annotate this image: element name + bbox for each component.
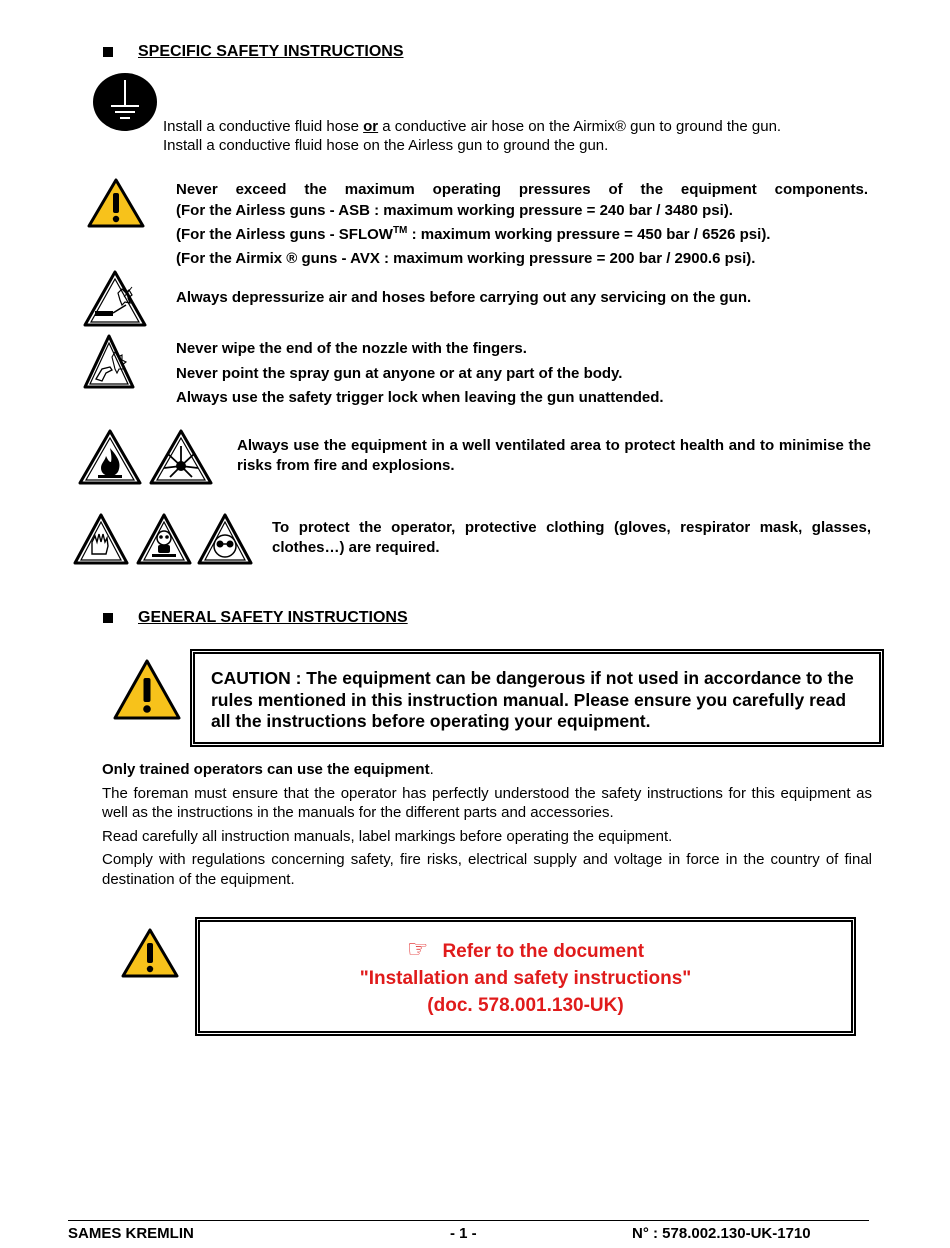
- section-heading-general: GENERAL SAFETY INSTRUCTIONS: [103, 609, 408, 627]
- nozzle-instructions: Never wipe the end of the nozzle with the fingers. Never point the spray gun at anyone or at any part of the body. Always use the safety trigger lock when leaving the gun unattended.: [176, 340, 664, 406]
- protection-instruction: To protect the operator, protective clothing (gloves, respirator mask, glasses, clothes…) are required.: [272, 519, 871, 556]
- footer-document-number: N° : 578.002.130-UK-1710: [632, 1225, 811, 1242]
- warning-icon: [120, 927, 180, 979]
- ground-instructions: Install a conductive fluid hose or a conductive air hose on the Airmix® gun to ground the gun. Install a conductive fluid hose on the Airless gun to ground the gun.: [163, 118, 782, 154]
- pressure-instructions: Never exceed the maximum operating pressures of the equipment components. (For the Airless guns - ASB : maximum working pressure = 240 bar / 3480 psi). (For the Airless guns - SFLOW™ : maximum working pressure = 450 bar / 6526 psi). (For the Airmix ® guns - AVX : maximum working pressure = 200 bar / 2900.6 psi).: [176, 181, 868, 267]
- footer-rule: [68, 1220, 869, 1221]
- warning-icon: [112, 658, 182, 722]
- refer-line-3: (doc. 578.001.130-UK): [427, 995, 624, 1016]
- explosion-hazard-icon: [148, 428, 214, 486]
- general-instructions: Only trained operators can use the equipment. The foreman must ensure that the operator has perfectly understood the safety instructions for this equipment as well as the instructions in the manuals for the different parts and accessories. Read carefully all instruction manuals, label markings before operating the equipment. Comply with regulations concerning safety, fire risks, electrical supply and voltage in force in the country of final destination of the equipment.: [102, 761, 872, 888]
- footer-page-number: - 1 -: [450, 1225, 477, 1242]
- refer-line-1: Refer to the document: [442, 941, 645, 962]
- warning-icon: [86, 177, 146, 229]
- injection-hazard-icon: [82, 333, 136, 391]
- pointing-hand-icon: ☞: [406, 935, 429, 963]
- fire-hazard-icon: [77, 428, 143, 486]
- respirator-icon: [135, 512, 193, 566]
- section-heading-specific: SPECIFIC SAFETY INSTRUCTIONS: [103, 43, 404, 61]
- refer-box: [195, 917, 856, 1036]
- caution-box: [190, 649, 884, 747]
- bullet-square-icon: [103, 613, 113, 623]
- ventilation-instruction: Always use the equipment in a well ventilated area to protect health and to minimise the risks from fire and explosions.: [237, 437, 871, 474]
- depressurize-instruction: Always depressurize air and hoses before carrying out any servicing on the gun.: [176, 289, 752, 306]
- pressure-hazard-icon: [82, 269, 148, 329]
- bullet-square-icon: [103, 47, 113, 57]
- goggles-icon: [196, 512, 254, 566]
- footer-company: SAMES KREMLIN: [68, 1225, 194, 1242]
- refer-line-2: "Installation and safety instructions": [359, 968, 692, 989]
- caution-text: CAUTION : The equipment can be dangerous if not used in accordance to the rules mentioned in this instruction manual. Please ensure you carefully read all the instructions before operating your equipment.: [211, 668, 854, 731]
- gloves-icon: [72, 512, 130, 566]
- ground-icon: [92, 72, 158, 132]
